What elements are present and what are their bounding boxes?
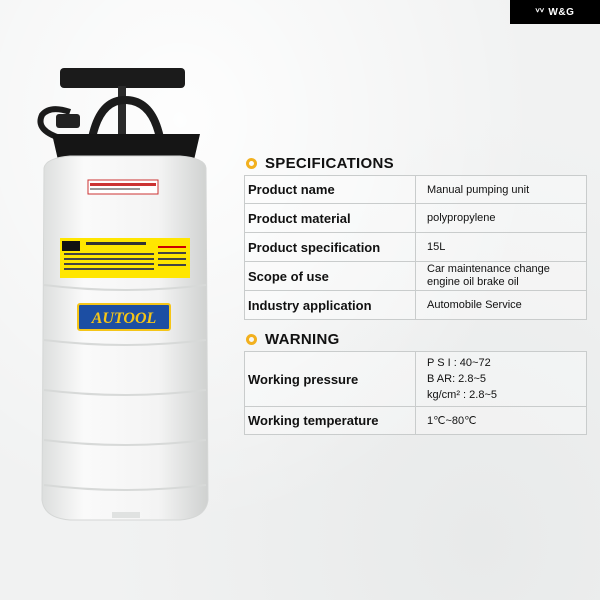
- pressure-kgcm: kg/cm² : 2.8~5: [427, 388, 498, 401]
- product-image: [30, 60, 220, 530]
- warning-key: Working pressure: [245, 352, 416, 407]
- table-row: [245, 291, 587, 320]
- brand-logo-icon: ⱽⱽ: [535, 6, 545, 17]
- bullet-ring-icon: [246, 158, 257, 169]
- table-row: [245, 176, 587, 204]
- warning-title: WARNING: [265, 331, 340, 348]
- spec-key: Industry application: [245, 291, 416, 320]
- specifications-table: [244, 175, 587, 320]
- brand-name: W&G: [548, 6, 575, 18]
- bullet-ring-icon: [246, 334, 257, 345]
- warning-heading: [246, 331, 340, 348]
- spec-key: Scope of use: [245, 262, 416, 291]
- svg-text:AUTOOL: AUTOOL: [91, 310, 157, 327]
- brand-badge: [510, 0, 600, 24]
- table-row: [245, 204, 587, 233]
- table-row: [245, 233, 587, 262]
- spec-value: Automobile Service: [416, 291, 587, 320]
- spec-value: Manual pumping unit: [416, 176, 587, 204]
- warning-value: 1℃~80℃: [416, 407, 587, 435]
- warning-table: [244, 351, 587, 435]
- pressure-bar: B AR: 2.8~5: [427, 372, 487, 385]
- pressure-psi: P S I : 40~72: [427, 356, 491, 369]
- table-row: [245, 352, 587, 407]
- specifications-title: SPECIFICATIONS: [265, 155, 394, 172]
- spec-value: Car maintenance change engine oil brake oil: [416, 262, 587, 291]
- warning-value: [416, 352, 587, 407]
- specifications-heading: [246, 155, 394, 172]
- warning-key: Working temperature: [245, 407, 416, 435]
- table-row: [245, 262, 587, 291]
- spec-value: 15L: [416, 233, 587, 262]
- spec-key: Product name: [245, 176, 416, 204]
- table-row: [245, 407, 587, 435]
- spec-key: Product material: [245, 204, 416, 233]
- spec-key: Product specification: [245, 233, 416, 262]
- spec-value: polypropylene: [416, 204, 587, 233]
